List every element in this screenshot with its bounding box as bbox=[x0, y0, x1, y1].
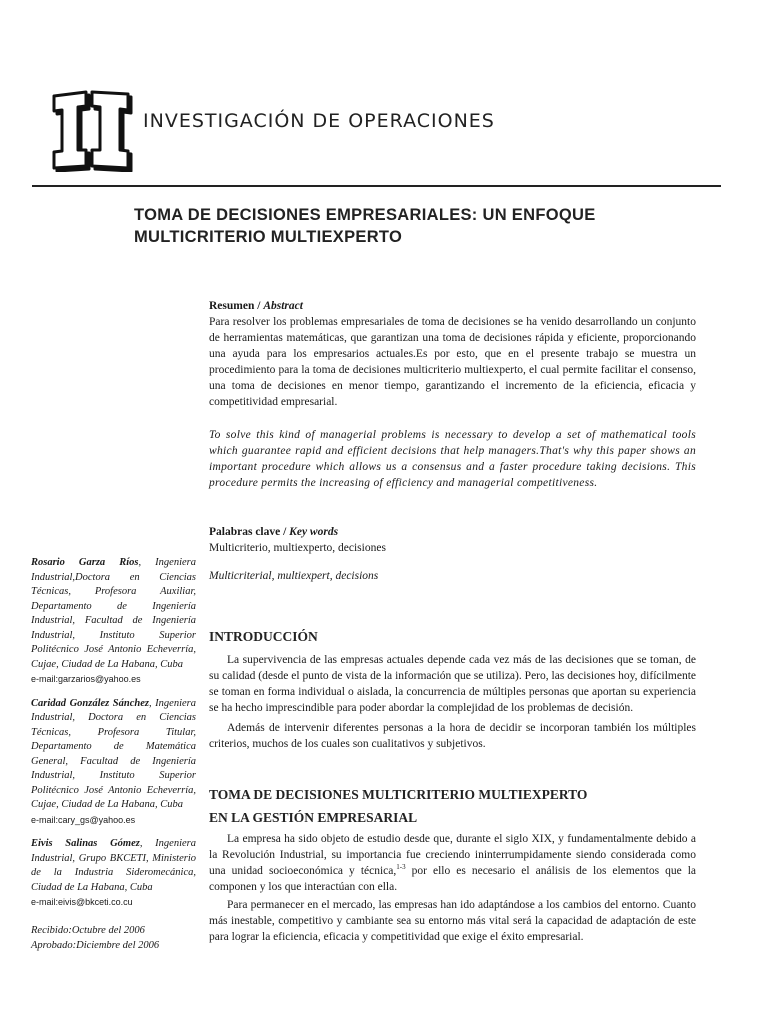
paragraph: La empresa ha sido objeto de estudio desde que, durante el siglo XIX, y fundamentalmente debido a la Revolución Industrial, su importancia fue creciendo ininterrumpidamente siendo considerada como una unidad socioeconómica y técnica,$^{1-3}$ por ello es necesario el análisis de los elementos que la componen y los que interactúan con ella. bbox=[209, 833, 697, 893]
paragraph: Además de intervenir diferentes personas a la hora de decidir se incorporan también los múltiples criterios, muchos de los cuales son cualitativos y subjetivos. bbox=[209, 722, 696, 750]
section2-heading-line2: EN LA GESTIÓN EMPRESARIAL bbox=[209, 810, 418, 825]
journal-logo bbox=[48, 88, 136, 172]
section-title: INVESTIGACIÓN DE OPERACIONES bbox=[143, 110, 495, 132]
submission-dates bbox=[31, 923, 196, 953]
section2-body bbox=[209, 831, 696, 945]
intro-heading: INTRODUCCIÓN bbox=[209, 629, 318, 644]
intro-body bbox=[209, 652, 696, 752]
author-email[interactable]: e-mail:cary_gs@yahoo.es bbox=[31, 814, 136, 825]
approved-date: Aprobado:Diciembre del 2006 bbox=[31, 939, 160, 951]
author-entry: Eivis Salinas Gómez, Ingeniera Industrial, Grupo BKCETI, Ministerio de la Industria Sideromecánica, Ciudad de La Habana, Cuba e-mail:eivis@bkceti.co.cu bbox=[31, 838, 196, 907]
abstract-es-block bbox=[209, 298, 696, 410]
abstract-en: To solve this kind of managerial problems is necessary to develop a set of mathematical tools which guarantee rapid and efficient decisions that help managers.That's why this paper shows an important procedure which allows us a consensus and a faster procedure taking decisions. This procedure permits the increasing of efficiency and managerial competitiveness. bbox=[209, 429, 696, 489]
author-email[interactable]: e-mail:eivis@bkceti.co.cu bbox=[31, 897, 133, 907]
keywords-block bbox=[209, 524, 696, 556]
citation-ref: 1-3 bbox=[396, 863, 406, 872]
paragraph: La supervivencia de las empresas actuales depende cada vez más de las decisiones que se toman, de su calidad (desde el punto de vista de la información que se utiliza). Pero, las decisiones hoy, difícilmente se toman en forma individual o aislada, la concurrencia de múltiples personas que aportan su experiencia se ha hecho imprescindible para poder abordar la complejidad de los problemas de decisión. bbox=[209, 654, 696, 714]
author-email[interactable]: e-mail:garzarios@yahoo.es bbox=[31, 674, 141, 684]
article-title: TOMA DE DECISIONES EMPRESARIALES: UN ENFOQUE MULTICRITERIO MULTIEXPERTO bbox=[134, 206, 596, 246]
section2-heading-line1: TOMA DE DECISIONES MULTICRITERIO MULTIEXPERTO bbox=[209, 787, 588, 802]
keywords-en: Multicriterial, multiexpert, decisions bbox=[209, 570, 379, 582]
abstract-label: Resumen / Abstract bbox=[209, 300, 303, 312]
journal-logo-graphic bbox=[48, 88, 136, 172]
keywords-label: Palabras clave / Key words bbox=[209, 526, 339, 538]
keywords-es: Multicriterio, multiexperto, decisiones bbox=[209, 542, 386, 554]
author-entry: Caridad González Sánchez, Ingeniera Industrial, Doctora en Ciencias Técnicas, Profesora Titular, Departamento de Matemática General, Facultad de Ingeniería Industrial, Instituto Superior Politécnico José Antonio Echeverría, Cujae, Ciudad de La Habana, Cuba e-mail:cary_gs@yahoo.es bbox=[31, 697, 196, 825]
author-entry: Rosario Garza Ríos, Ingeniera Industrial,Doctora en Ciencias Técnicas, Profesora Auxiliar, Departamento de Ingeniería Industrial, Facultad de Ingeniería Industrial, Instituto Superior Politécnico José Antonio Echeverría, Cujae, Ciudad de La Habana, Cuba e-mail:garzarios@yahoo.es bbox=[31, 557, 196, 684]
abstract-es: Para resolver los problemas empresariales de toma de decisiones se ha venido desarrollando un conjunto de herramientas matemáticas, que garantizan una toma de decisiones rápida y eficiente, proporcionando una ayuda para los empresarios actuales.Es por esto, que en el presente trabajo se muestra un procedimiento para la toma de decisiones multicriterio multiexperto, el cual permite facilitar el consenso, una toma de decisiones en menor tiempo, garantizando el incremento de la eficiencia, eficacia y competitividad empresarial. bbox=[209, 316, 696, 408]
paragraph: Para permanecer en el mercado, las empresas han ido adaptándose a los cambios del entorno. Cuanto más inestable, competitivo y cambiante sea su entorno más vital será la capacidad de adaptación de este para lograr la eficiencia, eficacia y competitividad que exige el éxito empresarial. bbox=[209, 899, 696, 943]
received-date: Recibido:Octubre del 2006 bbox=[31, 924, 145, 936]
header-rule bbox=[32, 185, 721, 187]
author-sidebar bbox=[31, 556, 196, 953]
